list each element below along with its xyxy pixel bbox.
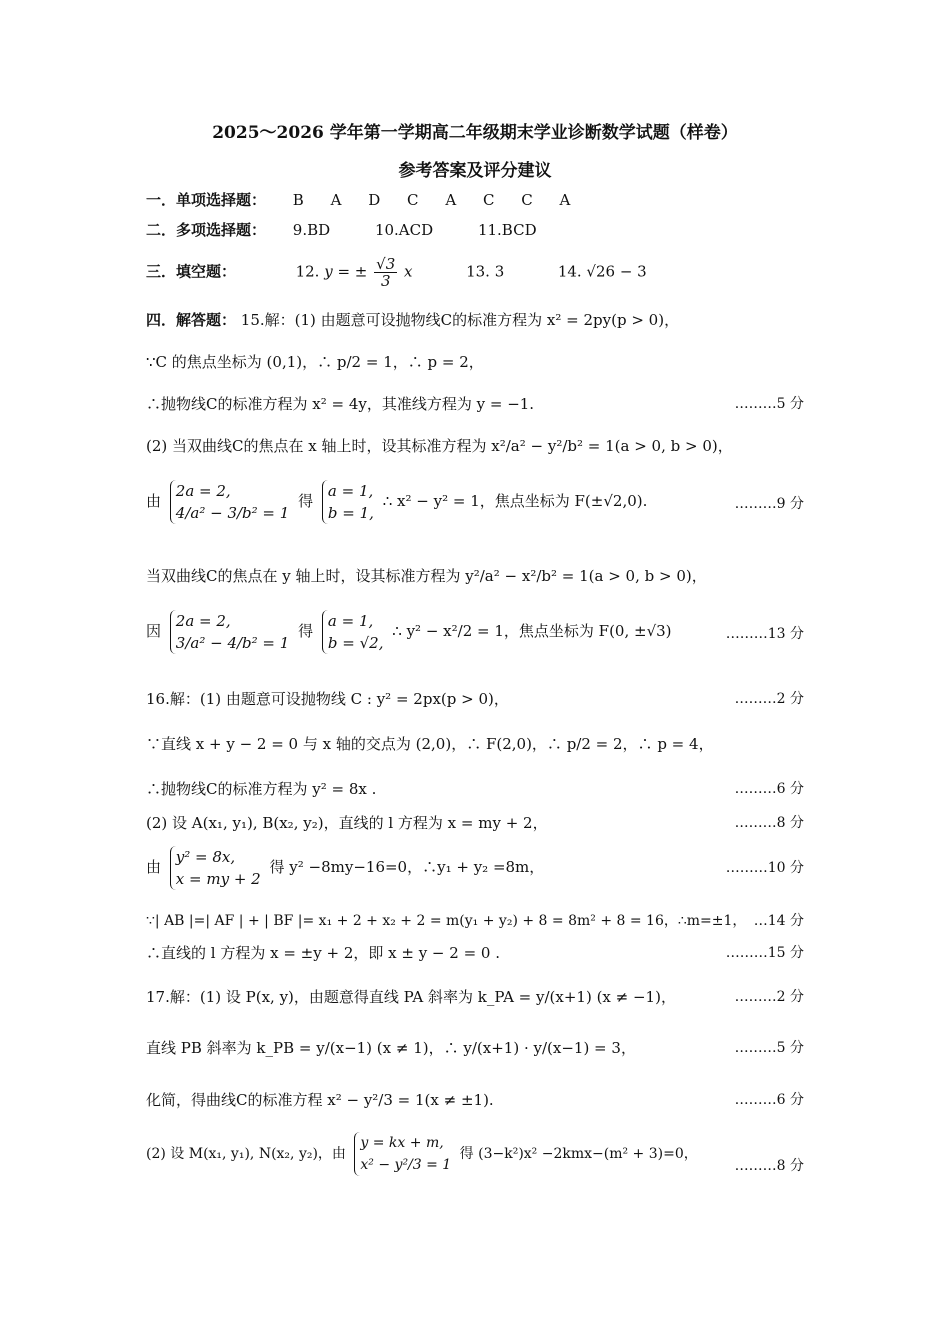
page-subtitle: 参考答案及评分建议 <box>398 161 552 181</box>
q15-system-2 <box>322 480 374 524</box>
score-q16-d: ………10 分 <box>725 860 804 876</box>
q12-lhs: y = ± <box>324 262 368 281</box>
q15-sys1-row2: 4/a² − 3/b² = 1 <box>175 504 290 522</box>
q17-l17-pre: (2) 设 M(x₁, y₁), N(x₂, y₂)，由 <box>146 1146 346 1162</box>
q12-rhs: x <box>404 262 413 281</box>
section1-label: 一．单项选择题： <box>146 191 267 209</box>
q15-line-2: ∴抛物线C的标准方程为 x² = 4y，其准线方程为 y = −1. <box>146 395 535 413</box>
q16-line-1: 16.解：(1) 由题意可设抛物线 C : y² = 2px(p > 0)， <box>146 690 509 708</box>
q16-l11-pre: 由 <box>146 858 162 876</box>
q15-sys1-row1: 2a = 2, <box>175 482 231 500</box>
section3-label: 三．填空题： <box>146 262 237 281</box>
q12-fraction <box>374 256 397 289</box>
q17-system <box>354 1132 451 1176</box>
q15-sys3-row1: 2a = 2, <box>175 612 231 630</box>
section-single-choice <box>146 190 592 210</box>
q16-sys-row1: y² = 8x, <box>175 848 236 866</box>
q15-l4-pre: 由 <box>146 492 162 510</box>
q15-l6-post: ∴ y² − x²/2 = 1，焦点坐标为 F(0, ±√3) <box>392 622 672 640</box>
q15-l6-pre: 因 <box>146 622 162 640</box>
q17-line-3: 化简，得曲线C的标准方程 x² − y²/3 = 1(x ≠ ±1). <box>146 1091 494 1109</box>
q15-system-4 <box>322 610 384 654</box>
q16-line-5 <box>146 846 544 890</box>
score-q16-c: ………8 分 <box>734 815 804 831</box>
q15-l6-mid: 得 <box>298 622 314 640</box>
section4-label: 四．解答题： <box>146 311 237 329</box>
q15-l4-mid: 得 <box>298 492 314 510</box>
score-q16-b: ………6 分 <box>734 781 804 797</box>
section-solutions <box>146 310 679 330</box>
q16-line-3: ∴抛物线C的标准方程为 y² = 8x . <box>146 780 377 798</box>
q15-intro: 15.解：(1) 由题意可设抛物线C的标准方程为 x² = 2py(p > 0)， <box>240 311 680 329</box>
score-q16-e: …14 分 <box>753 913 804 929</box>
q16-line-4: (2) 设 A(x₁, y₁), B(x₂, y₂)，直线的 l 方程为 x = my + 2， <box>146 814 548 832</box>
q15-line-3: (2) 当双曲线C的焦点在 x 轴上时，设其标准方程为 x²/a² − y²/b² = 1(a > 0, b > 0)， <box>146 437 733 455</box>
q15-sys4-row1: a = 1, <box>327 612 374 630</box>
score-q16-f: ………15 分 <box>725 945 804 961</box>
answer-2: A <box>330 191 342 209</box>
answer-8: A <box>559 191 571 209</box>
q16-line-6: ∵| AB |=| AF | + | BF |= x₁ + 2 + x₂ + 2 = m(y₁ + y₂) + 8 = 8m² + 8 = 16，∴m=±1， <box>146 913 747 929</box>
q16-system <box>170 846 261 890</box>
section-fill-blank <box>146 256 647 289</box>
q15-sys4-row2: b = √2, <box>327 634 384 652</box>
answer-1: B <box>292 191 304 209</box>
q17-sys-row2: x² − y²/3 = 1 <box>360 1157 452 1173</box>
score-q15-part2a: ………9 分 <box>734 496 804 512</box>
q17-line-4 <box>146 1132 698 1176</box>
score-q16-a: ………2 分 <box>734 691 804 707</box>
score-q17-c: ………6 分 <box>734 1092 804 1108</box>
q16-line-2: ∵直线 x + y − 2 = 0 与 x 轴的交点为 (2,0)，∴ F(2,0)，∴ p/2 = 2，∴ p = 4， <box>146 735 714 753</box>
q16-l11-post: 得 y² −8my−16=0，∴y₁ + y₂ =8m， <box>269 858 545 876</box>
q15-l4-post: ∴ x² − y² = 1，焦点坐标为 F(±√2,0). <box>382 492 648 510</box>
q13-answer: 13. 3 <box>466 262 505 281</box>
section2-label: 二．多项选择题： <box>146 221 267 239</box>
answer-10: 10.ACD <box>374 221 434 239</box>
q14-answer: 14. √26 − 3 <box>557 262 647 281</box>
answer-4: C <box>407 191 419 209</box>
answer-11: 11.BCD <box>477 221 537 239</box>
q15-line-6 <box>146 610 672 654</box>
section-multi-choice <box>146 220 559 240</box>
q17-sys-row1: y = kx + m, <box>360 1135 444 1151</box>
q17-line-2: 直线 PB 斜率为 k_PB = y/(x−1) (x ≠ 1)，∴ y/(x+1) · y/(x−1) = 3， <box>146 1039 636 1057</box>
q17-line-1: 17.解：(1) 设 P(x, y)，由题意得直线 PA 斜率为 k_PA = y/(x+1) (x ≠ −1)， <box>146 988 676 1006</box>
q15-line-5: 当双曲线C的焦点在 y 轴上时，设其标准方程为 y²/a² − x²/b² = 1(a > 0, b > 0)， <box>146 567 707 585</box>
score-q17-b: ………5 分 <box>734 1040 804 1056</box>
q15-sys2-row1: a = 1, <box>327 482 374 500</box>
q15-line-4 <box>146 480 647 524</box>
page-title: 2025～2026 学年第一学期高二年级期末学业诊断数学试题（样卷） <box>212 123 738 143</box>
q12-number: 12. <box>295 262 320 281</box>
q12-num: √3 <box>376 255 396 273</box>
q15-system-3 <box>170 610 290 654</box>
answer-3: D <box>368 191 381 209</box>
q17-l17-post: 得 (3−k²)x² −2kmx−(m² + 3)=0， <box>459 1146 698 1162</box>
answer-5: A <box>445 191 457 209</box>
score-q15-part1: ………5 分 <box>734 396 804 412</box>
q12-den: 3 <box>380 272 391 290</box>
answer-9: 9.BD <box>292 221 331 239</box>
answer-6: C <box>482 191 495 209</box>
score-q15-part2b: ………13 分 <box>725 626 804 642</box>
q16-sys-row2: x = my + 2 <box>175 870 261 888</box>
score-q17-a: ………2 分 <box>734 989 804 1005</box>
q15-sys2-row2: b = 1, <box>327 504 374 522</box>
q16-line-7: ∴直线的 l 方程为 x = ±y + 2，即 x ± y − 2 = 0 . <box>146 944 500 962</box>
q15-system-1 <box>170 480 290 524</box>
q15-sys3-row2: 3/a² − 4/b² = 1 <box>175 634 290 652</box>
score-q17-d: ………8 分 <box>734 1158 804 1174</box>
q15-line-1: ∵C 的焦点坐标为 (0,1)，∴ p/2 = 1，∴ p = 2， <box>146 353 484 371</box>
answer-7: C <box>521 191 533 209</box>
